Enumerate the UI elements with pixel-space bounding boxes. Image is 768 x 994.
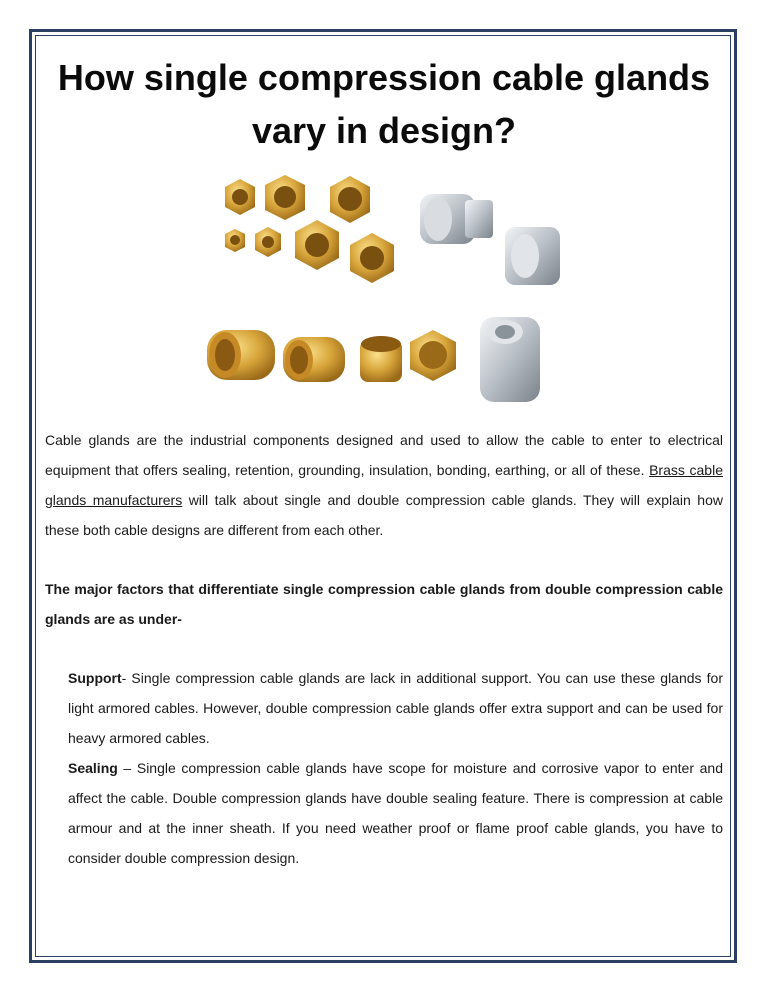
brass-nut: [410, 330, 456, 381]
factors-heading: The major factors that differentiate single compression cable glands from double compression cable glands are as under-: [45, 581, 723, 627]
steel-gland: [505, 227, 560, 285]
factors-list: [68, 663, 723, 873]
factor-text: - Single compression cable glands are lack in additional support. You can use these glands for light armored cables. However, double compression cable glands offer extra support and can be used for heavy armored cables.: [68, 670, 723, 746]
brass-nut: [295, 220, 339, 270]
intro-text-after: will talk about single and double compression cable glands. They will explain how these both cable designs are different from each other.: [45, 492, 723, 538]
brass-nut: [255, 227, 281, 257]
list-item: [68, 753, 723, 873]
cable-glands-photo: [195, 172, 580, 420]
brass-nut: [350, 233, 394, 283]
brass-gland: [283, 337, 345, 382]
brass-gland: [207, 330, 275, 380]
brass-adapter: [360, 336, 402, 382]
brass-nut: [330, 176, 370, 223]
steel-gland: [480, 317, 540, 402]
list-item: [68, 663, 723, 753]
brass-nut: [225, 229, 245, 252]
brass-nut: [265, 175, 305, 220]
steel-gland: [420, 194, 493, 244]
page-title: How single compression cable glands vary in design?: [57, 57, 711, 151]
intro-paragraph: [45, 425, 723, 545]
factor-term: Sealing: [68, 760, 118, 776]
brass-cable-glands-manufacturers-link[interactable]: Brass cable glands manufacturers: [45, 462, 723, 508]
intro-text-before: Cable glands are the industrial components designed and used to allow the cable to enter to electrical equipment that offers sealing, retention, grounding, insulation, bonding, earthing, or all of these.: [45, 432, 723, 478]
factor-term: Support: [68, 670, 122, 686]
factor-text: – Single compression cable glands have scope for moisture and corrosive vapor to enter and affect the cable. Double compression glands have double sealing feature. There is compression at cable armour and at the inner sheath. If you need weather proof or flame proof cable glands, you have to consider double compression design.: [68, 760, 723, 866]
brass-nut: [225, 179, 255, 215]
